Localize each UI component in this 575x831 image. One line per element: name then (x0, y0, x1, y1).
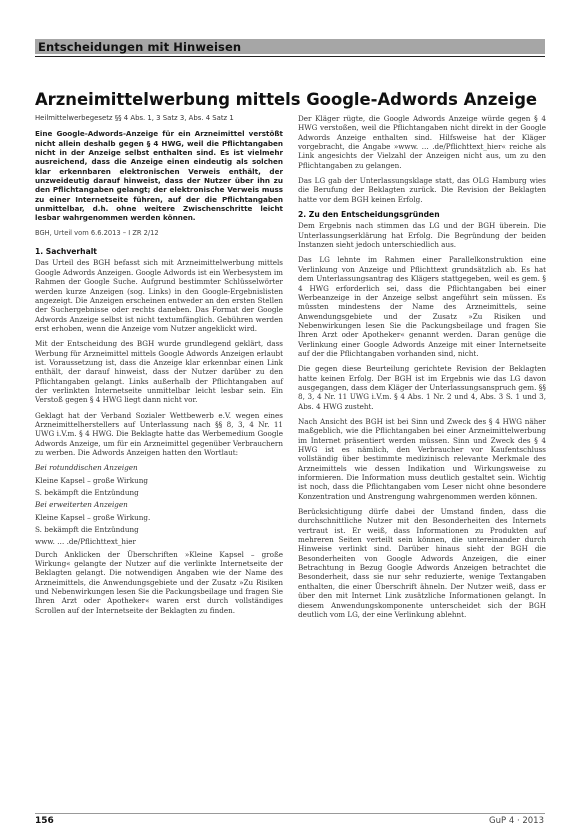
ad-example-line: Kleine Kapsel – große Wirkung. (35, 512, 151, 522)
ad-example-url: www. … .de/Pflichttext_hier (35, 537, 136, 547)
body-paragraph: Das LG lehnte im Rahmen einer Parallelkonstruktion eine Verlinkung von Anzeige und Pflichttext grundsätzlich ab. Es hat dem Unterlassungsantrag des Klägers stattgegeben, weil es gem. § 4 HWG erforderlich sei, dass die Pflichtangaben bei einer Werbeanzeige in der Anzeige selbst angeführt sein müssen. Es müssten mindestens der Name des Arzneimittels, seine Anwendungsgebiete und der Zusatz »Zu Risiken und Nebenwirkungen lesen Sie die Packungsbeilage und fragen Sie Ihren Arzt oder Apotheker« genannt werden. Daran genüge die Verlinkung einer Google Adwords Anzeige mit einer Internetseite auf der die Pflichtangaben vorhanden sind, nicht. (298, 255, 546, 358)
left-column (35, 114, 283, 621)
ad-example-label: Bei erweiterten Anzeigen (35, 500, 128, 510)
section-banner (35, 39, 545, 54)
body-paragraph: Das Urteil des BGH befasst sich mit Arzneimittelwerbung mittels Google Adwords Anzeigen. Google Adwords ist ein Werbesystem im Rahmen der Google Suche. Aufgrund bestimmter Schlüsselwörter werden kurze Anzeigen (sog. Links) in den Google-Ergebnislisten angezeigt. Die Anzeigen erscheinen entweder an den ersten Stellen der Suchergebnisse oder rechts daneben. Das Format der Google Adwords Anzeige selbst ist nicht textumfänglich. Gebühren werden erst erhoben, wenn die Anzeige vom Nutzer angeklickt wird. (35, 258, 283, 333)
body-paragraph: Durch Anklicken der Überschriften »Kleine Kapsel – große Wirkung« gelangte der Nutzer auf die verlinkte Internetseite der Beklagten gelangt. Die notwendigen Angaben wie der Name des Arzneimittels, die Anwendungsgebiete und der Zusatz »Zu Risiken und Nebenwirkungen lesen Sie die Packungsbeilage und fragen Sie Ihren Arzt oder Apotheker« waren erst durch vollständiges Scrollen auf der Internetseite der Beklagten zu finden. (35, 549, 283, 615)
ad-example-label: Bei rotunddischen Anzeigen (35, 463, 138, 473)
body-paragraph: Nach Ansicht des BGH ist bei Sinn und Zweck des § 4 HWG näher maßgeblich, wie die Pflichtangaben bei einer Arzneimittelwerbung im Internet präsentiert werden müssen. Sinn und Zweck des § 4 HWG ist es nämlich, den Verbraucher vor Kaufentschluss vollständig über bestimmte medizinisch relevante Merkmale des Arzneimittels wie dessen Indikation und Wirkungsweise zu informieren. Die Information muss deutlich gestaltet sein. Wichtig ist noch, dass die Pflichtangaben vom Leser nicht ohne besondere Konzentration und Anstrengung wahrgenommen werden können. (298, 416, 546, 501)
page-number: 156 (35, 816, 54, 826)
ad-example-line: S. bekämpft die Entzündung (35, 525, 139, 535)
section-heading-facts: 1. Sachverhalt (35, 247, 97, 257)
article-title: Arzneimittelwerbung mittels Google-Adwords Anzeige (35, 90, 538, 109)
body-paragraph: Der Kläger rügte, die Google Adwords Anzeige würde gegen § 4 HWG verstoßen, weil die Pflichtangaben nicht direkt in der Google Adwords Anzeige enthalten sind. Hilfsweise hat der Kläger vorgebracht, die Angabe »www. … .de/Pflichttext_hier« reiche als Link angesichts der Vielzahl der Anzeigen nicht aus, um zu den Pflichtangaben zu gelangen. (298, 114, 546, 170)
section-label: Entscheidungen mit Hinweisen (38, 40, 242, 54)
body-paragraph: Berücksichtigung dürfe dabei der Umstand finden, dass die durchschnittliche Nutzer mit den Besonderheiten des Internets vertraut ist. Er weiß, dass Informationen zu Produkten auf mehreren Seiten verteilt sein können, die untereinander durch Hinweise verlinkt sind. Darüber hinaus sieht der BGH die Besonderheiten von Google Adwords Anzeigen, die einer Betrachtung in Bezug Google Adwords Anzeigen betrachtet die Besonderheit, dass sie nur sehr reduzierte, wenige Textangaben enthalten, die einer Überschrift ähneln. Der Nutzer weiß, dass er über den mit Internet Link zusätzliche Informationen gelangt. In diesem Anwendungskomponente unterscheidet sich der BGH deutlich vom LG, der eine Verlinkung ablehnt. (298, 507, 546, 619)
right-column (298, 114, 546, 625)
court-citation: BGH, Urteil vom 6.6.2013 – I ZR 2/12 (35, 228, 159, 237)
lead-headnote: Eine Google-Adwords-Anzeige für ein Arzneimittel verstößt nicht allein deshalb gegen § 4 HWG, weil die Pflichtangaben nicht in der Anzeige selbst enthalten sind. Es ist vielmehr ausreichend, dass die Anzeige einen eindeutig als solchen klar erkennbaren elektronischen Verweis enthält, der unzweideutig darauf hinweist, dass der Nutzer über ihn zu den Pflichtangaben gelangt; der elektronische Verweis muss zu einer Internetseite führen, auf der die Pflichtangaben unmittelbar, d.h. ohne weitere Zwischenschritte leicht lesbar wahrgenommen werden können. (35, 129, 283, 223)
section-heading-reasons: 2. Zu den Entscheidungsgründen (298, 210, 440, 220)
ad-example-line: S. bekämpft die Entzündung (35, 488, 139, 498)
body-paragraph: Die gegen diese Beurteilung gerichtete Revision der Beklagten hatte keinen Erfolg. Der BGH ist im Ergebnis wie das LG davon ausgegangen, dass dem Kläger der Unterlassungsanspruch gem. §§ 8, 3, 4 Nr. 11 UWG i.V.m. § 4 Abs. 1 Nr. 2 und 4, Abs. 3 S. 1 und 3, Abs. 4 HWG zusteht. (298, 364, 546, 411)
statute-references: Heilmittelwerbegesetz §§ 4 Abs. 1, 3 Satz 3, Abs. 4 Satz 1 (35, 114, 234, 122)
body-paragraph: Mit der Entscheidung des BGH wurde grundlegend geklärt, dass Werbung für Arzneimittel mittels Google Adwords Anzeigen erlaubt ist. Voraussetzung ist, dass die Anzeige klar erkennbar einen Link enthält, der darauf hinweist, dass der Nutzer darüber zu den Pflichtangaben gelangt. Links außerhalb der Pflichtangaben auf der verlinkten Internetseite unmittelbar leicht lesbar sein. Ein Verstoß gegen § 4 HWG liegt dann nicht vor. (35, 339, 283, 405)
banner-rule (35, 56, 545, 57)
ad-example-line: Kleine Kapsel – große Wirkung (35, 475, 148, 485)
body-paragraph: Das LG gab der Unterlassungsklage statt, das OLG Hamburg wies die Berufung der Beklagten zurück. Die Revision der Beklagten hatte vor dem BGH keinen Erfolg. (298, 176, 546, 204)
body-paragraph: Geklagt hat der Verband Sozialer Wettbewerb e.V. wegen eines Arzneimittelherstellers auf Unterlassung nach §§ 8, 3, 4 Nr. 11 UWG i.V.m. § 4 HWG. Die Beklagte hatte das Werbemedium Google Adwords Anzeige, um für ein Arzneimittel gegenüber Verbrauchern zu werben. Die Adwords Anzeigen hatten den Wortlaut: (35, 410, 283, 457)
footer-rule (35, 813, 545, 814)
journal-issue: GuP 4 · 2013 (489, 816, 544, 826)
body-paragraph: Dem Ergebnis nach stimmen das LG und der BGH überein. Die Unterlassungserklärung hat Erfolg. Die Begründung der beiden Instanzen sieht jedoch unterschiedlich aus. (298, 221, 546, 250)
